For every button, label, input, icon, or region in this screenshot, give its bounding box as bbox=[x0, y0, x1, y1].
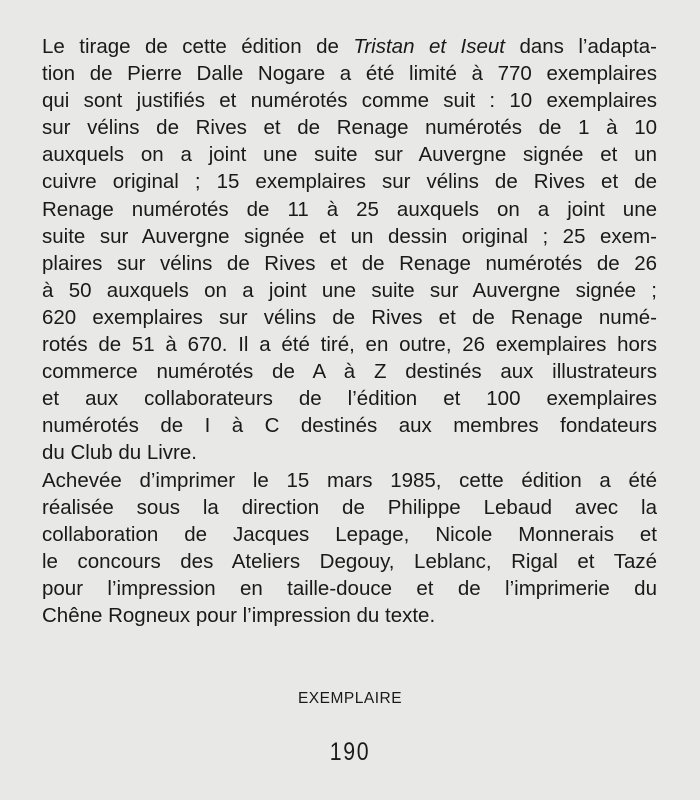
text-line: 620 exemplaires sur vélins de Rives et de Renage numé- bbox=[42, 305, 657, 329]
text-line: du Club du Livre. bbox=[42, 441, 197, 465]
text-line: collaboration de Jacques Lepage, Nicole Monnerais et bbox=[42, 522, 657, 546]
copy-label: EXEMPLAIRE bbox=[297, 690, 403, 707]
text-line: tion de Pierre Dalle Nogare a été limité à 770 exemplaires bbox=[42, 62, 657, 86]
text-line: Chêne Rogneux pour l’impression du texte. bbox=[42, 603, 436, 627]
text-line: sur vélins de Rives et de Renage numérotés de 1 à 10 bbox=[42, 116, 657, 140]
text-line: réalisée sous la direction de Philippe Lebaud avec la bbox=[42, 495, 657, 519]
text-line: numérotés de I à C destinés aux membres fondateurs bbox=[42, 414, 657, 438]
text-line: suite sur Auvergne signée et un dessin original ; 25 exem- bbox=[42, 224, 657, 248]
text-line: Renage numérotés de 11 à 25 auxquels on a joint une bbox=[42, 197, 657, 221]
text-line: à 50 auxquels on a joint une suite sur Auvergne signée ; bbox=[42, 278, 657, 302]
text-line: commerce numérotés de A à Z destinés aux illustrateurs bbox=[42, 360, 657, 384]
text-line: rotés de 51 à 670. Il a été tiré, en outre, 26 exemplaires hors bbox=[42, 333, 657, 357]
copy-number: 190 bbox=[329, 738, 371, 766]
text-line: cuivre original ; 15 exemplaires sur vélins de Rives et de bbox=[42, 170, 657, 194]
text-segment: dans l’adapta- bbox=[504, 35, 657, 58]
text-line bbox=[42, 33, 657, 60]
text-line: le concours des Ateliers Degouy, Leblanc, Rigal et Tazé bbox=[42, 549, 657, 573]
text-line: Achevée d’imprimer le 15 mars 1985, cette édition a été bbox=[42, 468, 657, 492]
text-line: et aux collaborateurs de l’édition et 100 exemplaires bbox=[42, 387, 657, 411]
text-line: pour l’impression en taille-douce et de l’imprimerie du bbox=[42, 576, 657, 600]
text-segment: Le tirage de cette édition de bbox=[42, 35, 354, 58]
colophon-text bbox=[42, 33, 657, 629]
text-line: auxquels on a joint une suite sur Auvergne signée et un bbox=[42, 143, 657, 167]
text-line: plaires sur vélins de Rives et de Renage numérotés de 26 bbox=[42, 251, 657, 275]
text-line: qui sont justifiés et numérotés comme suit : 10 exemplaires bbox=[42, 89, 657, 113]
book-title: Tristan et Iseut bbox=[353, 35, 505, 58]
